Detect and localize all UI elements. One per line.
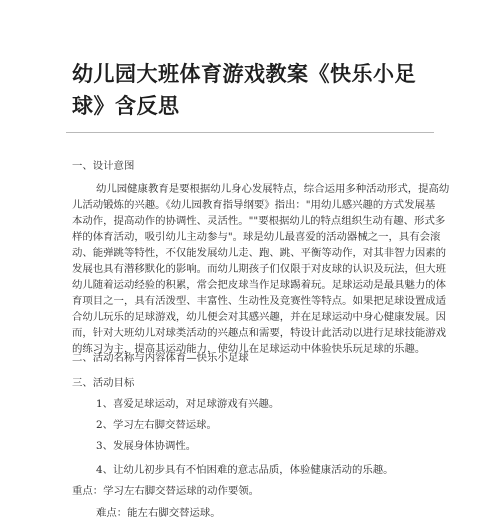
goal-item: 3、发展身体协调性。 bbox=[96, 440, 197, 452]
difficulty-text: 难点：能左右脚交替运球。 bbox=[96, 507, 221, 519]
section-heading-activity-goals: 三、活动目标 bbox=[72, 377, 135, 389]
title-line-1: 幼儿园大班体育游戏教案《快乐小足 bbox=[72, 62, 416, 86]
intro-line-8: 育项目之一，具有活泼型、丰富性、生动性及竞赛性等特点。如果把足球设置成适 bbox=[72, 295, 447, 307]
intro-line-3: 本动作，提高动作的协调性、灵活性。""要根据幼儿的特点组织生动有趣、形式多 bbox=[72, 215, 446, 227]
intro-line-7: 幼儿随着运动经验的积累，常会把皮球当作足球踢着玩。足球运动是最具魅力的体 bbox=[72, 279, 447, 291]
goal-item: 2、学习左右脚交替运球。 bbox=[96, 419, 217, 431]
intro-line-1: 幼儿园健康教育是要根据幼儿身心发展特点，综合运用多种活动形式，提高幼 bbox=[96, 183, 450, 195]
goal-item: 1、喜爱足球运动，对足球游戏有兴趣。 bbox=[96, 398, 280, 410]
intro-line-9: 合幼儿玩乐的足球游戏，幼儿便会对其感兴趣，并在足球运动中身心健康发展。因 bbox=[72, 311, 447, 323]
intro-line-11: 的练习为主，提高其运动能力，使幼儿在足球运动中体验快乐玩足球的乐趣。 bbox=[72, 343, 426, 355]
goal-item: 4、让幼儿初步具有不怕困难的意志品质，体验健康活动的乐趣。 bbox=[96, 464, 394, 476]
section-heading-design-intent: 一、设计意图 bbox=[72, 160, 135, 172]
intro-line-6: 发展也具有潜移默化的影响。而幼儿期孩子们仅限于对皮球的认识及玩法，但大班 bbox=[72, 263, 447, 275]
key-point-text: 重点：学习左右脚交替运球的动作要领。 bbox=[72, 485, 260, 497]
intro-line-10: 而，针对大班幼儿对球类活动的兴趣点和需要，特设计此活动以进行足球技能游戏 bbox=[72, 327, 447, 339]
title-line-2: 球》含反思 bbox=[72, 94, 180, 118]
section-heading-activity-name: 二、活动名称与内容体育—快乐小足球 bbox=[72, 352, 249, 364]
intro-line-2: 儿活动锻炼的兴趣。《幼儿园教育指导纲要》指出："用幼儿感兴趣的方式发展基 bbox=[72, 199, 436, 211]
document-title bbox=[72, 58, 444, 122]
intro-line-5: 动、能弹跳等特性，不仅能发展幼儿走、跑、跳、平衡等动作，对其非智力因素的 bbox=[72, 247, 447, 259]
intro-line-4: 样的体育活动，吸引幼儿主动参与"。球是幼儿最喜爱的活动器械之一，具有会滚 bbox=[72, 231, 441, 243]
title-divider bbox=[66, 132, 434, 133]
